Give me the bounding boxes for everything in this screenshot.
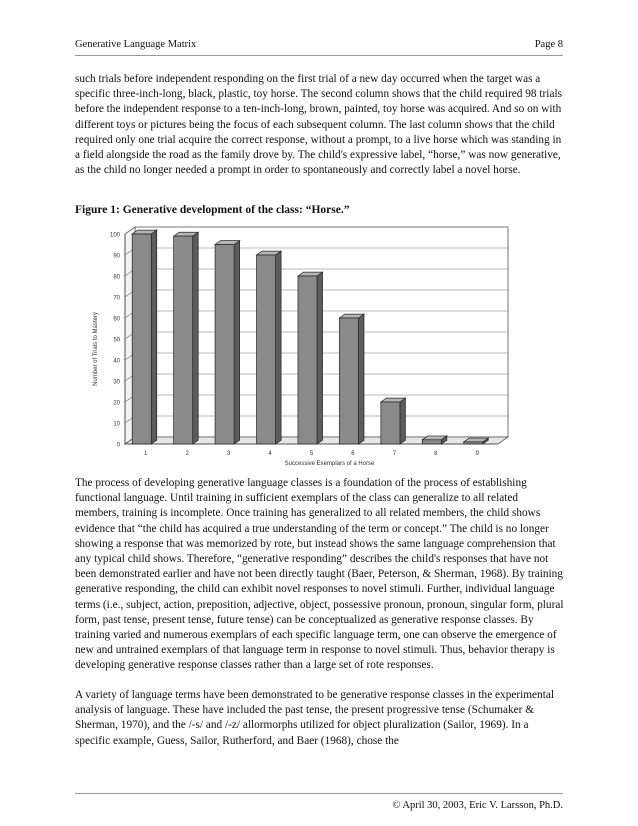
y-tick-label: 70 (113, 295, 120, 302)
x-tick-label: 9 (475, 451, 479, 457)
x-tick-label: 4 (268, 451, 272, 457)
x-tick-label: 1 (144, 451, 148, 457)
y-tick-label: 50 (113, 337, 120, 344)
x-tick-label: 3 (226, 451, 231, 457)
bar (464, 442, 483, 444)
chart-svg (80, 222, 560, 470)
figure-caption: Figure 1: Generative development of the class: “Horse.” (75, 204, 350, 216)
y-tick-label: 20 (113, 400, 120, 407)
bar (339, 318, 358, 444)
bar-side (151, 230, 157, 444)
bar (422, 440, 441, 444)
page-footer (75, 793, 563, 816)
y-tick-label: 10 (113, 421, 120, 428)
bar-side (317, 272, 323, 444)
bar (215, 245, 234, 445)
document-title: Generative Language Matrix (75, 39, 197, 50)
bar-side (234, 241, 240, 444)
bar-side (193, 232, 199, 444)
y-tick-label: 100 (109, 232, 120, 239)
x-tick-label: 2 (185, 451, 189, 457)
x-tick-label: 7 (392, 451, 397, 457)
x-axis-label: Successive Exemplars of a Horse (284, 461, 375, 467)
y-tick-label: 90 (113, 253, 120, 260)
y-tick-label: 80 (113, 274, 120, 281)
bar (298, 276, 317, 444)
page-number: Page 8 (534, 39, 563, 50)
x-tick-label: 8 (434, 451, 438, 457)
paragraph-1: such trials before independent responding on the first trial of a new day occurred when the target was a specific three-inch-long, black, plastic, toy horse. The second column shows that the child required 98 trials before the independent response to a ten-inch-long, brown, painted, toy horse was acquired. And so on with different toys or pictures being the focus of each subsequent column. The last column shows that the child required only one trial acquire the correct response, without a prompt, to a live horse which was standing in a field alongside the road as the family drove by. The child's expressive label, “horse,” was now generative, as the child no longer needed a prompt in order to spontaneously and correctly label a novel horse. (75, 73, 562, 177)
bar (174, 236, 193, 444)
bar (257, 255, 276, 444)
bar-side (400, 398, 406, 444)
x-tick-label: 6 (351, 451, 355, 457)
y-tick-label: 0 (116, 442, 120, 449)
bar-side (358, 314, 364, 444)
bar-chart (80, 222, 560, 470)
paragraph-3: A variety of language terms have been demonstrated to be generative response classes in the experimental analysis of language. These have included the past tense, the present progressive tense (Schumaker & Sherman, 1970), and the /-s/ and /-z/ allormorphs utilized for object pluralization (Sailor, 1969). In a specific example, Guess, Sailor, Rutherford, and Baer (1968), chose the (75, 689, 554, 747)
y-tick-label: 60 (113, 316, 120, 323)
y-axis-label: Number of Trials to Mastery (93, 312, 99, 386)
bar (381, 402, 400, 444)
copyright-notice: © April 30, 2003, Eric V. Larsson, Ph.D. (392, 800, 563, 811)
page-header (75, 37, 563, 56)
y-tick-label: 30 (113, 379, 120, 386)
bar-side (276, 251, 282, 444)
bar (132, 234, 151, 444)
x-tick-label: 5 (309, 451, 314, 457)
y-tick-label: 40 (113, 358, 120, 365)
paragraph-2: The process of developing generative language classes is a foundation of the process of establishing functional language. Until training in sufficient exemplars of the class can generalize to all related members, training is incomplete. Once training has generalized to all related members, the child shows evidence that “the child has acquired a true understanding of the term or concept.” The child is no longer showing a response that was memorized by rote, but instead shows the same language comprehension that any typical child shows. Therefore, “generative responding” describes the child's responses that have not been demonstrated earlier and have not been directly taught (Baer, Peterson, & Sherman, 1968). By training generative responding, the child can exhibit novel responses to novel stimuli. Further, individual language terms (i.e., subject, action, preposition, adjective, object, possessive pronoun, pronoun, singular form, plural form, past tense, present tense, future tense) can be conceptualized as generative response classes. By training varied and numerous exemplars of each specific language term, one can observe the emergence of new and untrained exemplars of that language term in response to novel stimuli. Thus, behavior therapy is developing generative response classes rather than a large set of rote responses. (75, 477, 564, 672)
